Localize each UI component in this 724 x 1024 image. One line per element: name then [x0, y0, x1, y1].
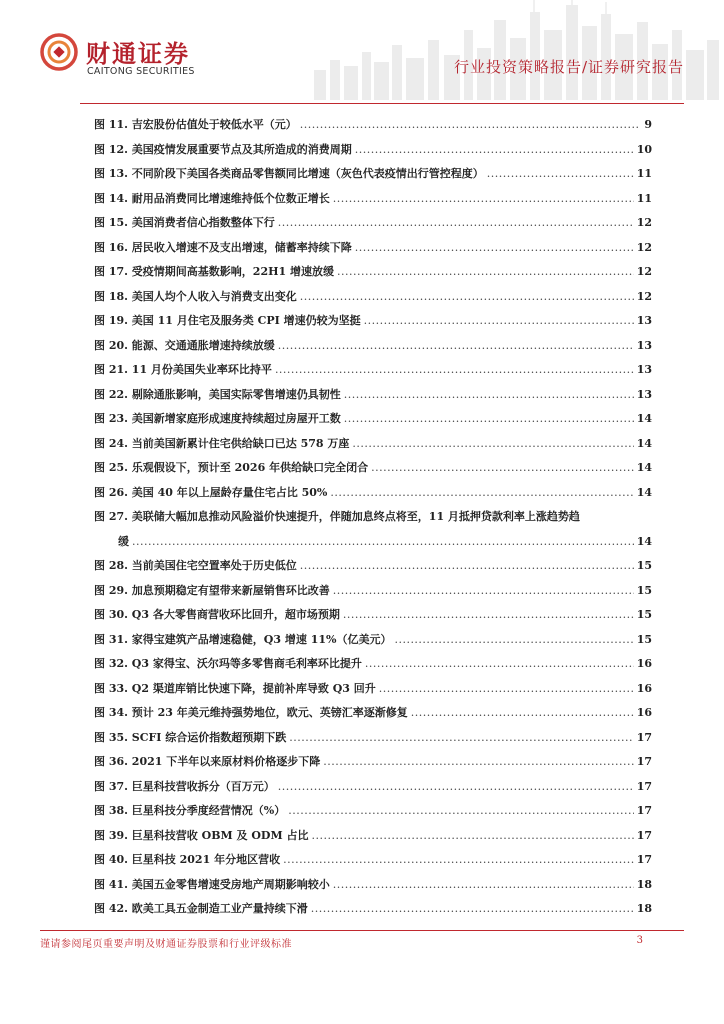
toc-entry[interactable] [94, 138, 652, 163]
toc-entry-title: 图 36. 2021 下半年以来原材料价格逐步下降 [94, 755, 321, 768]
toc-entry-title: 图 15. 美国消费者信心指数整体下行 [94, 216, 275, 229]
toc-entry[interactable] [94, 505, 652, 530]
brand-name-english: CAITONG SECURITIES [87, 66, 195, 77]
toc-entry[interactable] [94, 187, 652, 212]
toc-entry[interactable] [94, 285, 652, 310]
toc-entry-title: 图 40. 巨星科技 2021 年分地区营收 [94, 853, 281, 866]
toc-entry-title: 图 23. 美国新增家庭形成速度持续超过房屋开工数 [94, 412, 341, 425]
toc-entry[interactable] [94, 309, 652, 334]
toc-entry-title: 图 21. 11 月份美国失业率环比持平 [94, 363, 272, 376]
toc-entry[interactable] [94, 334, 652, 359]
toc-entry[interactable] [94, 456, 652, 481]
toc-entry-page: 17 [636, 804, 652, 817]
toc-entry-title: 图 33. Q2 渠道库销比快速下降，提前补库导致 Q3 回升 [94, 681, 376, 695]
toc-entry-page: 14 [636, 412, 652, 425]
toc-entry[interactable] [94, 652, 652, 677]
toc-entry-page: 16 [636, 657, 652, 670]
toc-entry-page: 12 [636, 265, 652, 278]
toc-dot-leader [355, 138, 634, 163]
toc-entry-title: 图 39. 巨星科技营收 OBM 及 ODM 占比 [94, 828, 309, 842]
toc-entry-title: 图 35. SCFI 综合运价指数超预期下跌 [94, 730, 287, 744]
toc-entry-page: 16 [636, 681, 652, 695]
toc-entry-page: 17 [636, 779, 652, 793]
toc-entry-title: 图 11. 吉宏股份估值处于较低水平（元） [94, 118, 297, 131]
toc-entry[interactable] [94, 554, 652, 579]
toc-entry-title: 图 42. 欧美工具五金制造工业产量持续下滑 [94, 902, 308, 915]
toc-entry-page: 15 [636, 583, 652, 597]
toc-entry-page: 9 [644, 118, 652, 131]
toc-entry-title: 图 30. Q3 各大零售商营收环比回升，超市场预期 [94, 608, 340, 621]
toc-entry-title: 图 38. 巨星科技分季度经营情况（%） [94, 804, 286, 817]
toc-entry-page: 11 [636, 167, 652, 180]
toc-entry-page: 14 [636, 534, 652, 548]
toc-dot-leader [344, 407, 634, 432]
toc-dot-leader [343, 603, 634, 628]
toc-entry-title: 图 26. 美国 40 年以上屋龄存量住宅占比 50% [94, 485, 328, 499]
toc-entry-title: 图 20. 能源、交通通胀增速持续放缓 [94, 338, 275, 352]
toc-entry[interactable] [94, 726, 652, 751]
toc-entry-page: 17 [636, 853, 652, 866]
toc-entry-title: 图 25. 乐观假设下，预计至 2026 年供给缺口完全闭合 [94, 461, 369, 474]
page-header [0, 0, 724, 100]
toc-dot-leader [300, 285, 634, 310]
toc-entry-title: 图 32. Q3 家得宝、沃尔玛等多零售商毛利率环比提升 [94, 657, 362, 670]
toc-dot-leader [132, 530, 634, 555]
toc-entry[interactable] [94, 162, 652, 187]
toc-entry[interactable] [94, 628, 652, 653]
toc-entry[interactable] [94, 824, 652, 849]
toc-dot-leader [311, 897, 634, 922]
toc-entry-title: 图 17. 受疫情期间高基数影响，22H1 增速放缓 [94, 265, 334, 278]
toc-dot-leader [487, 162, 634, 187]
toc-dot-leader [278, 334, 634, 359]
toc-entry[interactable] [94, 799, 652, 824]
caitong-logo-icon [40, 33, 78, 71]
toc-entry-page: 13 [636, 363, 652, 376]
toc-entry[interactable] [94, 873, 652, 898]
toc-entry-title: 图 41. 美国五金零售增速受房地产周期影响较小 [94, 877, 330, 891]
toc-entry-title: 图 37. 巨星科技营收拆分（百万元） [94, 779, 275, 793]
header-divider [80, 103, 684, 104]
city-skyline-graphic [294, 0, 724, 100]
toc-entry[interactable] [94, 211, 652, 236]
toc-entry-title: 图 24. 当前美国新累计住宅供给缺口已达 578 万座 [94, 436, 350, 450]
toc-dot-leader [411, 701, 634, 726]
toc-dot-leader [352, 432, 633, 457]
toc-entry[interactable] [94, 383, 652, 408]
toc-entry-page: 12 [636, 289, 652, 303]
toc-entry[interactable] [94, 481, 652, 506]
toc-dot-leader [333, 873, 634, 898]
toc-entry[interactable] [94, 603, 652, 628]
toc-entry-page: 15 [636, 632, 652, 646]
toc-dot-leader [379, 677, 634, 702]
toc-entry-page: 13 [636, 387, 652, 401]
toc-dot-leader [323, 750, 633, 775]
toc-entry-page: 14 [636, 461, 652, 474]
toc-entry-page: 13 [636, 338, 652, 352]
toc-entry-page: 13 [636, 314, 652, 327]
figure-list [94, 113, 652, 922]
toc-entry-title: 图 29. 加息预期稳定有望带来新屋销售环比改善 [94, 583, 330, 597]
toc-entry[interactable] [94, 260, 652, 285]
toc-entry-title: 图 14. 耐用品消费同比增速维持低个位数正增长 [94, 191, 330, 205]
toc-entry[interactable] [94, 750, 652, 775]
toc-entry-page: 17 [636, 828, 652, 842]
toc-dot-leader [278, 211, 634, 236]
toc-dot-leader [300, 113, 639, 138]
toc-dot-leader [333, 187, 634, 212]
toc-entry[interactable] [94, 848, 652, 873]
toc-entry-page: 12 [636, 216, 652, 229]
toc-dot-leader [371, 456, 634, 481]
toc-entry-title: 图 13. 不同阶段下美国各类商品零售额同比增速（灰色代表疫情出行管控程度） [94, 167, 484, 180]
toc-entry[interactable] [94, 775, 652, 800]
toc-entry-page: 17 [636, 730, 652, 744]
toc-dot-leader [337, 260, 634, 285]
toc-entry[interactable] [94, 432, 652, 457]
toc-entry-page: 11 [636, 191, 652, 205]
toc-entry-title: 图 18. 美国人均个人收入与消费支出变化 [94, 289, 297, 303]
footer-disclaimer: 谨请参阅尾页重要声明及财通证券股票和行业评级标准 [40, 939, 292, 950]
toc-dot-leader [344, 383, 634, 408]
toc-dot-leader [289, 726, 633, 751]
toc-entry-page: 15 [636, 608, 652, 621]
toc-entry[interactable] [94, 407, 652, 432]
toc-entry-title: 图 16. 居民收入增速不及支出增速，储蓄率持续下降 [94, 240, 352, 254]
toc-entry[interactable] [94, 897, 652, 922]
toc-entry[interactable] [94, 530, 652, 555]
toc-entry-page: 12 [636, 240, 652, 254]
toc-dot-leader [275, 358, 634, 383]
toc-entry[interactable] [94, 579, 652, 604]
toc-entry-title: 图 28. 当前美国住宅空置率处于历史低位 [94, 559, 297, 572]
toc-entry[interactable] [94, 236, 652, 261]
toc-dot-leader [283, 848, 634, 873]
toc-entry-title: 图 19. 美国 11 月住宅及服务类 CPI 增速仍较为坚挺 [94, 314, 361, 327]
toc-entry[interactable] [94, 358, 652, 383]
toc-dot-leader [288, 799, 633, 824]
toc-dot-leader [330, 481, 633, 506]
toc-entry-title: 图 22. 剔除通胀影响，美国实际零售增速仍具韧性 [94, 387, 341, 401]
toc-entry-title: 图 34. 预计 23 年美元维持强势地位，欧元、英镑汇率逐渐修复 [94, 706, 408, 719]
toc-dot-leader [300, 554, 634, 579]
toc-entry-page: 18 [636, 902, 652, 915]
toc-entry-page: 14 [636, 436, 652, 450]
toc-entry-page: 17 [636, 755, 652, 768]
toc-dot-leader [311, 824, 633, 849]
toc-entry[interactable] [94, 701, 652, 726]
toc-entry-title: 图 12. 美国疫情发展重要节点及其所造成的消费周期 [94, 142, 352, 156]
toc-entry-page: 18 [636, 877, 652, 891]
toc-entry-title: 图 27. 美联储大幅加息推动风险溢价快速提升，伴随加息终点将至，11 月抵押贷款利率上涨趋势趋 [94, 510, 580, 523]
toc-dot-leader [333, 579, 634, 604]
toc-dot-leader [365, 652, 634, 677]
toc-entry-title: 图 31. 家得宝建筑产品增速稳健，Q3 增速 11%（亿美元） [94, 632, 392, 646]
toc-entry[interactable] [94, 113, 652, 138]
toc-dot-leader [355, 236, 634, 261]
toc-entry-page: 16 [636, 706, 652, 719]
report-type-label: 行业投资策略报告/证券研究报告 [453, 58, 684, 76]
toc-entry-page: 10 [636, 142, 652, 156]
toc-entry-page: 14 [636, 485, 652, 499]
toc-dot-leader [278, 775, 634, 800]
toc-dot-leader [394, 628, 633, 653]
toc-dot-leader [364, 309, 634, 334]
brand-name-chinese: 财通证券 [86, 40, 190, 68]
page-number: 3 [636, 935, 643, 946]
toc-entry-page: 15 [636, 559, 652, 572]
footer-divider [40, 930, 684, 931]
toc-entry[interactable] [94, 677, 652, 702]
toc-entry-title: 缓 [118, 534, 129, 548]
